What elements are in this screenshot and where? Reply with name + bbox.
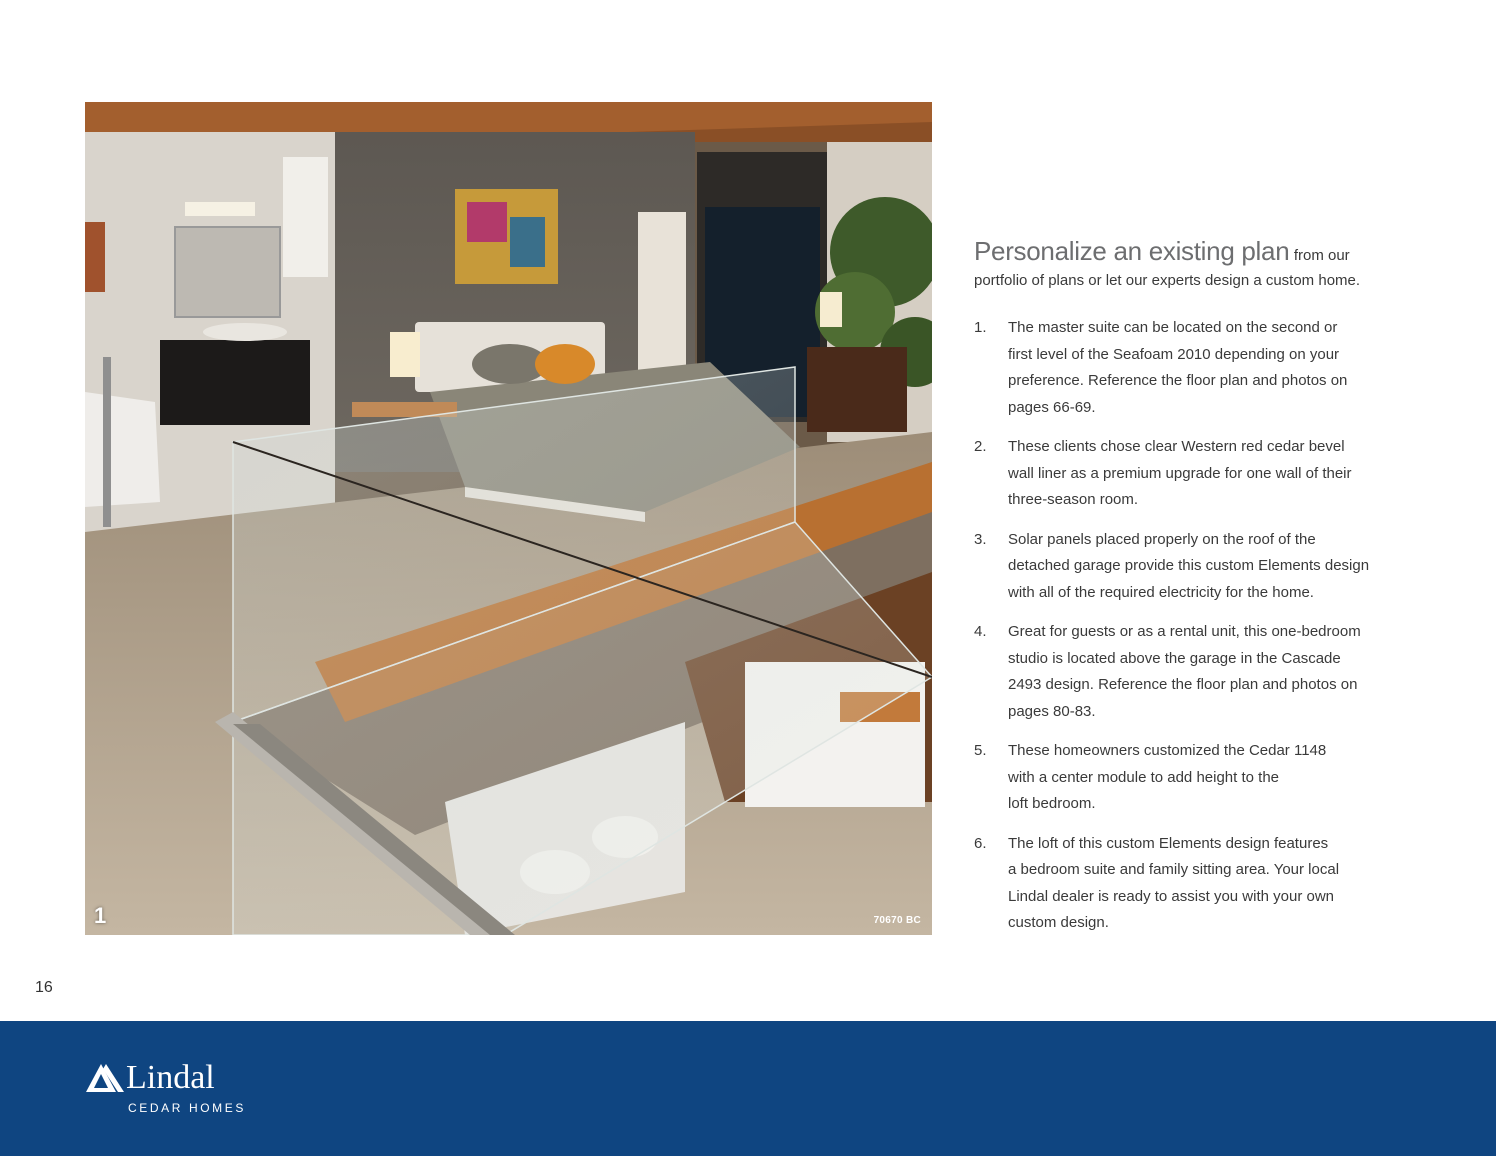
list-text: The loft of this custom Elements design features a bedroom suite and family sitting area. Your local Lindal dealer is ready to assist you with your own custom design. (1008, 834, 1340, 931)
list-text: Solar panels placed properly on the roof of the detached garage provide this custom Elements design with all of the required electricity for the home. (1008, 530, 1370, 601)
heading-tail: from our (1293, 247, 1350, 264)
list-number: 5. (974, 742, 987, 759)
list-text: Great for guests or as a rental unit, this one-bedroom studio is located above the garage in the Cascade 2493 design. Reference the floor plan and photos on pages 80-83. (1008, 623, 1361, 720)
brand-tagline: CEDAR HOMES (128, 1101, 246, 1115)
list-item (974, 831, 1394, 937)
lindal-triangle-icon (86, 1064, 124, 1092)
feature-list (974, 315, 1394, 937)
list-item (974, 315, 1394, 421)
list-item (974, 738, 1394, 818)
list-text: The master suite can be located on the second or first level of the Seafoam 2010 depending on your preference. Reference the floor plan and photos on pages 66-69. (1008, 319, 1348, 416)
heading-title: Personalize an existing plan (974, 236, 1290, 266)
list-text: These clients chose clear Western red cedar bevel wall liner as a premium upgrade for one wall of their three-season room. (1008, 438, 1352, 508)
list-item (974, 434, 1394, 514)
list-number: 1. (974, 319, 987, 336)
photo-illustration (85, 102, 932, 935)
list-number: 6. (974, 834, 987, 852)
photo-number: 1 (94, 903, 107, 928)
brand-name: Lindal (126, 1059, 215, 1096)
lindal-logo[interactable] (86, 1060, 256, 1120)
list-number: 4. (974, 623, 987, 640)
list-text: These homeowners customized the Cedar 1148 with a center module to add height to the loft bedroom. (1008, 742, 1327, 812)
photo-code: 70670 BC (873, 915, 921, 926)
description-column (974, 236, 1394, 950)
list-item (974, 527, 1394, 607)
list-number: 2. (974, 438, 987, 455)
list-item (974, 619, 1394, 725)
list-number: 3. (974, 530, 987, 548)
section-heading (974, 236, 1394, 271)
loft-bedroom-photo (85, 102, 932, 935)
heading-subtitle: portfolio of plans or let our experts design a custom home. (974, 272, 1361, 289)
page-number: 16 (35, 979, 53, 996)
